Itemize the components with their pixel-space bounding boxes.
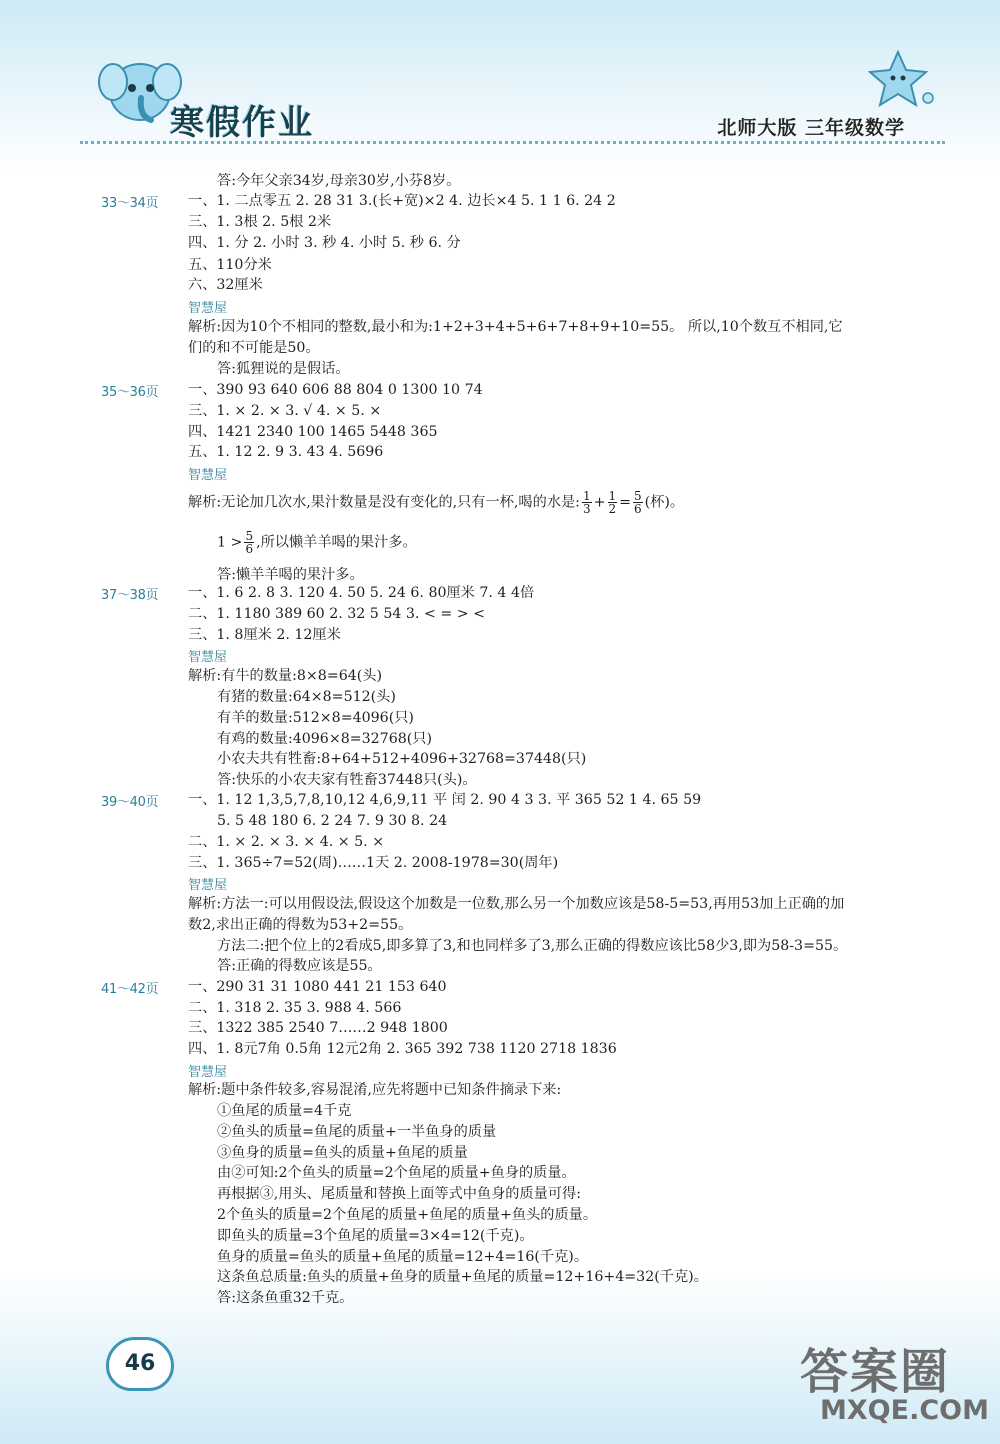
answer-line: 有猪的数量:64×8=512(头) (217, 689, 396, 705)
answer-line: 四、1. 8元7角 0.5角 12元2角 2. 365 392 738 1120 2718 1836 (188, 1041, 617, 1057)
answer-line: 一、290 31 31 1080 441 21 153 640 (188, 979, 447, 995)
answer-line: 这条鱼总质量:鱼头的质量+鱼身的质量+鱼尾的质量=12+16+4=32(千克)。 (217, 1269, 708, 1285)
answer-line: 数2,求出正确的得数为53+2=55。 (188, 917, 413, 933)
answer-line: 一、1. 6 2. 8 3. 120 4. 50 5. 24 6. 80厘米 7. 4 4倍 (188, 585, 535, 601)
answer-line: 鱼身的质量=鱼头的质量+鱼尾的质量=12+4=16(千克)。 (217, 1249, 589, 1265)
fraction: $\frac{5}{6}$ (634, 489, 642, 516)
answer-line: ③鱼身的质量=鱼头的质量+鱼尾的质量 (217, 1145, 468, 1161)
section-heading: 智慧屋 (188, 1065, 228, 1080)
fraction: $\frac{1}{3}$ (582, 489, 591, 516)
answer-line: 答:狐狸说的是假话。 (217, 361, 350, 377)
answer-line: 六、32厘米 (188, 277, 263, 293)
answer-line: 三、1. × 2. × 3. √ 4. × 5. × (188, 403, 382, 419)
answer-line: 答:懒羊羊喝的果汁多。 (217, 567, 364, 583)
header-divider (80, 141, 945, 144)
star-mascot-icon (868, 50, 938, 110)
brand-title: 寒假作业 (170, 103, 314, 143)
answer-line: 二、1. 1180 389 60 2. 32 5 54 3. < = > < (188, 606, 486, 622)
section-heading: 智慧屋 (188, 878, 228, 893)
answer-line: 解析:题中条件较多,容易混淆,应先将题中已知条件摘录下来: (188, 1082, 562, 1098)
answer-line: 五、1. 12 2. 9 3. 43 4. 5696 (188, 444, 384, 460)
answer-line: 五、110分米 (188, 257, 272, 273)
answer-line: 三、1. 3根 2. 5根 2米 (188, 214, 332, 230)
page-range-label: 37～38页 (101, 588, 159, 603)
section-heading: 智慧屋 (188, 301, 228, 316)
answer-line: 三、1322 385 2540 7……2 948 1800 (188, 1020, 448, 1036)
answer-line: 有羊的数量:512×8=4096(只) (217, 710, 414, 726)
answer-line: 再根据③,用头、尾质量和替换上面等式中鱼身的质量可得: (217, 1186, 581, 1202)
answer-line: 由②可知:2个鱼头的质量=2个鱼尾的质量+鱼身的质量。 (217, 1165, 576, 1181)
page-number: 46 (106, 1337, 174, 1391)
answer-line: 有鸡的数量:4096×8=32768(只) (217, 731, 433, 747)
answer-line: 解析:方法一:可以用假设法,假设这个加数是一位数,那么另一个加数应该是58-5=53,再用53加上正确的加 (188, 896, 845, 912)
answer-line: ②鱼头的质量=鱼尾的质量+一半鱼身的质量 (217, 1124, 497, 1140)
answer-line: 解析:有牛的数量:8×8=64(头) (188, 668, 383, 684)
page-header (0, 0, 1000, 150)
section-heading: 智慧屋 (188, 650, 228, 665)
answer-line: 四、1421 2340 100 1465 5448 365 (188, 424, 438, 440)
answer-line: 三、1. 8厘米 2. 12厘米 (188, 627, 341, 643)
answer-line: 答:这条鱼重32千克。 (217, 1290, 354, 1306)
answer-line: 一、1. 12 1,3,5,7,8,10,12 4,6,9,11 平 闰 2. 90 4 3 3. 平 365 52 1 4. 65 59 (188, 792, 702, 808)
page-range-label: 33～34页 (101, 196, 159, 211)
answer-line: 二、1. × 2. × 3. × 4. × 5. × (188, 834, 385, 850)
answer-line: ①鱼尾的质量=4千克 (217, 1103, 352, 1119)
answer-line: 一、390 93 640 606 88 804 0 1300 10 74 (188, 382, 483, 398)
answer-line: 们的和不可能是50。 (188, 340, 320, 356)
page-range-label: 41～42页 (101, 982, 159, 997)
answer-line: 5. 5 48 180 6. 2 24 7. 9 30 8. 24 (217, 813, 448, 829)
answer-line: 2个鱼头的质量=2个鱼尾的质量+鱼尾的质量+鱼头的质量。 (217, 1207, 598, 1223)
page-range-label: 39～40页 (101, 795, 159, 810)
watermark-logo (800, 1333, 989, 1433)
answer-line: 四、1. 分 2. 小时 3. 秒 4. 小时 5. 秒 6. 分 (188, 235, 461, 251)
fraction: $\frac{5}{6}$ (245, 529, 254, 556)
answer-line: 答:快乐的小农夫家有牲畜37448只(头)。 (217, 772, 477, 788)
section-heading: 智慧屋 (188, 468, 228, 483)
fraction-answer-line: 1 > $\frac{5}{6}$ ,所以懒羊羊喝的果汁多。 (217, 529, 417, 556)
watermark-text: 答案圈 (800, 1344, 951, 1400)
watermark-url: MXQE.COM (820, 1395, 989, 1426)
answer-line: 即鱼头的质量=3个鱼尾的质量=3×4=12(千克)。 (217, 1228, 534, 1244)
page-range-label: 35～36页 (101, 385, 159, 400)
answer-line: 一、1. 二点零五 2. 28 31 3.(长+宽)×2 4. 边长×4 5. 1 1 6. 24 2 (188, 193, 616, 209)
answer-line: 解析:因为10个不相同的整数,最小和为:1+2+3+4+5+6+7+8+9+10=55。 所以,10个数互不相同,它 (188, 319, 843, 335)
answer-line: 二、1. 318 2. 35 3. 988 4. 566 (188, 1000, 402, 1016)
book-subtitle: 北师大版 三年级数学 (717, 117, 905, 139)
answer-line: 小农夫共有牲畜:8+64+512+4096+32768=37448(只) (217, 751, 587, 767)
answer-line: 方法二:把个位上的2看成5,即多算了3,和也同样多了3,那么正确的得数应该比58少3,即为58-3=55。 (217, 938, 848, 954)
answer-line: 答:正确的得数应该是55。 (217, 958, 382, 974)
fraction: $\frac{1}{2}$ (608, 489, 617, 516)
answer-line: 答:今年父亲34岁,母亲30岁,小芬8岁。 (217, 173, 461, 189)
answer-line: 三、1. 365÷7=52(周)……1天 2. 2008-1978=30(周年) (188, 855, 559, 871)
fraction-line-text: 解析:无论加几次水,果汁数量是没有变化的,只有一杯,喝的水是: (188, 494, 580, 511)
fraction-answer-line: 解析:无论加几次水,果汁数量是没有变化的,只有一杯,喝的水是: $\frac{1}{3}$ + $\frac{1}{2}$ = $\frac{5}{6}$ (杯)。 (188, 489, 685, 516)
